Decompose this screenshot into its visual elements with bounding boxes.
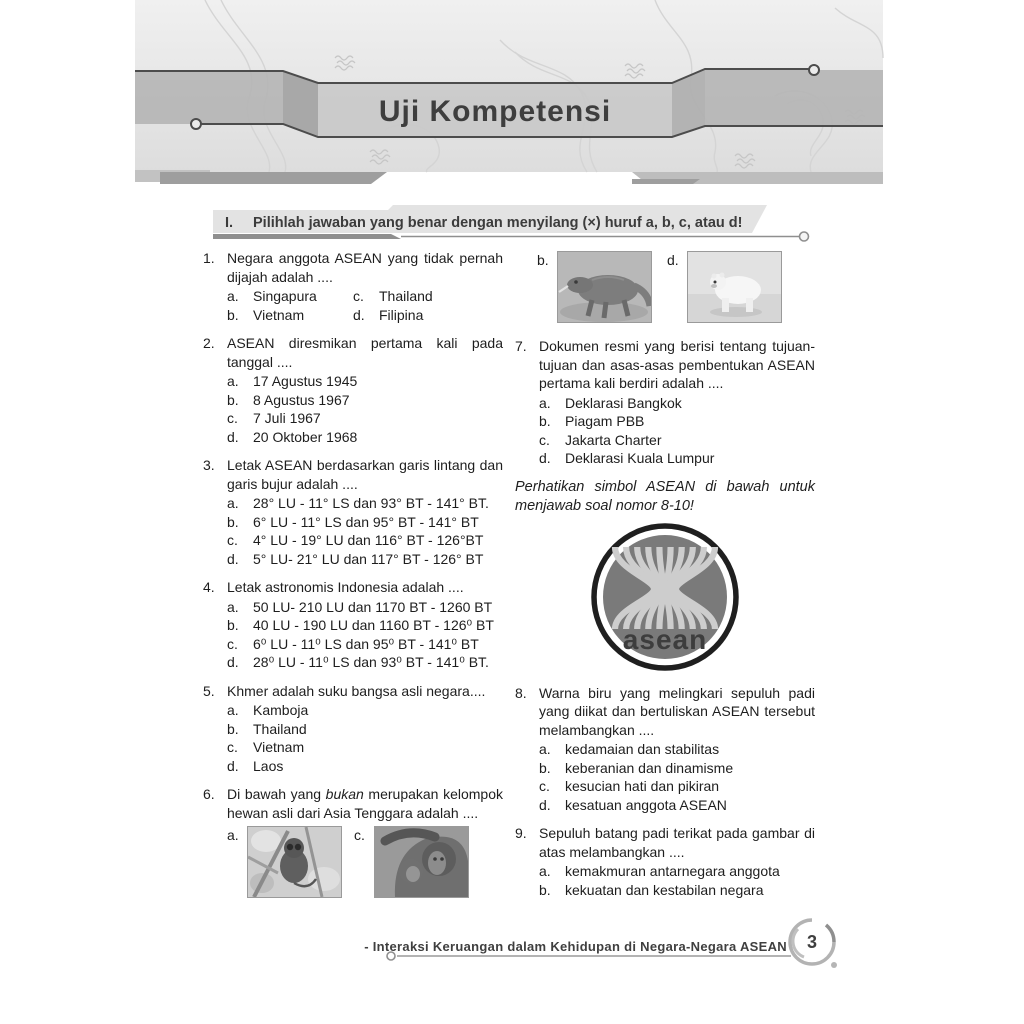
question-text: Letak astronomis Indonesia adalah .... (227, 579, 464, 595)
option-photo (687, 251, 782, 323)
option-label: a. (227, 495, 239, 511)
option (227, 513, 503, 532)
option-text: 7 Juli 1967 (253, 410, 321, 426)
option-text: 28⁰ LU - 11⁰ LS dan 93⁰ BT - 141⁰ BT. (253, 654, 489, 670)
options (227, 494, 503, 568)
option-text: 40 LU - 190 LU dan 1160 BT - 126⁰ BT (253, 617, 494, 633)
question-text: Khmer adalah suku bangsa asli negara.... (227, 682, 486, 699)
question-number: 4. (203, 579, 215, 595)
option-label: d. (539, 450, 551, 466)
option-text: Piagam PBB (565, 413, 645, 429)
option-label: c. (354, 827, 365, 843)
options (227, 701, 503, 775)
question-number: 5. (203, 682, 215, 699)
option (227, 598, 503, 617)
instruction-numeral: I. (225, 215, 234, 231)
option-text: kemakmuran antarnegara anggota (565, 863, 780, 879)
image-option (354, 826, 469, 898)
question (203, 578, 503, 672)
option (227, 757, 503, 776)
options (539, 740, 815, 814)
option (353, 306, 503, 325)
question (515, 337, 815, 468)
option-label: b. (227, 306, 239, 323)
question-body (227, 456, 503, 568)
option-photo (557, 251, 652, 323)
option-label: c. (227, 739, 238, 755)
question-body (227, 785, 503, 898)
text-run: Di bawah yang (227, 786, 326, 802)
question-body (227, 578, 503, 672)
option-text: Deklarasi Kuala Lumpur (565, 450, 715, 466)
option-label: b. (537, 252, 549, 268)
right-column (515, 251, 815, 909)
question (203, 456, 503, 568)
option (227, 391, 503, 410)
options (539, 394, 815, 468)
asean-logo-container (515, 522, 815, 672)
option (539, 881, 815, 900)
question-text: Sepuluh batang padi terikat pada gambar di atas melambangkan .... (539, 825, 815, 860)
header-bottom-strip (135, 170, 883, 184)
option (227, 616, 503, 635)
option-text: Kamboja (253, 702, 309, 718)
option-text: Thailand (379, 288, 433, 304)
connector-dot-left (191, 119, 201, 129)
page-footer (360, 915, 860, 995)
option-text: kesatuan anggota ASEAN (565, 796, 727, 813)
page-number: 3 (806, 932, 818, 952)
question-body (227, 682, 503, 776)
option-label: a. (227, 373, 239, 389)
question-text: Letak ASEAN berdasarkan garis lintang dan garis bujur adalah .... (227, 457, 503, 492)
option-text: Deklarasi Bangkok (565, 394, 682, 411)
option-label: d. (539, 796, 551, 813)
question (203, 334, 503, 446)
footer-chapter-text: Bab 1 - Interaksi Keruangan dalam Kehidupan di Negara-Negara ASEAN (360, 939, 787, 954)
tarsier-photo (247, 826, 342, 898)
option-photo (247, 826, 342, 898)
option-text: Jakarta Charter (565, 431, 662, 448)
question-text: Warna biru yang melingkari sepuluh padi yang diikat dan bertuliskan ASEAN tersebut melambangkan .... (539, 684, 815, 738)
option (227, 428, 503, 447)
option-label: d. (667, 252, 679, 268)
option-text: kedamaian dan stabilitas (565, 741, 720, 757)
question-body (227, 334, 503, 446)
option (539, 431, 815, 450)
option (227, 653, 503, 672)
instruction-bar (205, 198, 820, 246)
question-body (539, 824, 815, 899)
option-label: d. (227, 757, 239, 774)
option (539, 412, 815, 431)
option-label: c. (227, 635, 238, 652)
text-run: merupakan kelompok hewan asli dari Asia Tenggara adalah .... (227, 786, 503, 821)
option (227, 494, 503, 513)
question-number: 1. (203, 250, 215, 266)
image-options-row (515, 251, 815, 323)
option (539, 796, 815, 815)
option-text: Singapura (253, 288, 317, 304)
option-label: d. (227, 550, 239, 567)
option-label: a. (539, 394, 551, 411)
option-label: a. (227, 827, 239, 843)
image-option (227, 826, 342, 898)
option (227, 306, 353, 325)
option (539, 777, 815, 796)
option (539, 759, 815, 778)
polar-bear-photo (687, 251, 782, 323)
question-body (539, 337, 815, 468)
question-text (227, 785, 503, 822)
header-banner-graphic (135, 0, 890, 190)
option-label: d. (227, 428, 239, 445)
option-label: b. (539, 759, 551, 776)
option (227, 372, 503, 391)
question-text: ASEAN diresmikan pertama kali pada tanggal .... (227, 335, 503, 370)
asean-logo (590, 522, 740, 672)
option (539, 862, 815, 881)
option-label: b. (227, 720, 239, 737)
option (539, 394, 815, 413)
image-options-row (227, 826, 503, 898)
footer-graphic (360, 915, 860, 995)
option (227, 720, 503, 739)
options (539, 862, 815, 899)
option-text: kekuatan dan kestabilan negara (565, 881, 764, 898)
connector-dot-right (809, 65, 819, 75)
option-label: b. (539, 413, 551, 429)
question-number: 3. (203, 457, 215, 473)
option-label: d. (227, 654, 239, 670)
connector-dot-instruction (800, 232, 809, 241)
option-label: a. (227, 702, 239, 718)
option-label: c. (539, 431, 550, 448)
option (227, 550, 503, 569)
option-text: 8 Agustus 1967 (253, 391, 350, 408)
image-option (537, 251, 652, 323)
option (227, 531, 503, 550)
instruction-bar-graphic (205, 198, 820, 246)
instruction-text: Pilihlah jawaban yang benar dengan menyilang (×) huruf a, b, c, atau d! (253, 215, 743, 231)
question-number: 2. (203, 335, 215, 351)
question-number: 8. (515, 684, 527, 701)
option-label: b. (227, 513, 239, 530)
option-label: a. (539, 863, 551, 879)
option-label: b. (227, 617, 239, 633)
question-number: 7. (515, 338, 527, 354)
option-text: Vietnam (253, 306, 305, 323)
option-text: 28° LU - 11° LS dan 93° BT - 141° BT. (253, 495, 489, 511)
question-text: Dokumen resmi yang berisi tentang tujuan-tujuan dan asas-asas pembentukan ASEAN pertama kali berdiri adalah .... (539, 338, 815, 391)
option-photo (374, 826, 469, 898)
options (227, 598, 503, 672)
option-text: Laos (253, 757, 284, 774)
option-text: Thailand (253, 720, 307, 737)
option-label: c. (227, 410, 238, 426)
option-label: a. (227, 598, 239, 615)
option-text: 17 Agustus 1945 (253, 373, 358, 389)
option-label: c. (539, 778, 550, 794)
option-label: b. (227, 391, 239, 408)
option (227, 701, 503, 720)
option-label: a. (227, 288, 239, 304)
page-title: Uji Kompetensi (378, 95, 612, 128)
option (227, 287, 353, 306)
asean-logo-text: asean (622, 623, 708, 655)
option-label: c. (353, 288, 364, 304)
option (539, 740, 815, 759)
option (227, 409, 503, 428)
option-label: b. (539, 881, 551, 898)
option-text: 5° LU- 21° LU dan 117° BT - 126° BT (253, 550, 484, 567)
option-label: c. (227, 532, 238, 548)
option-text: 50 LU- 210 LU dan 1170 BT - 1260 BT (253, 598, 493, 615)
option-text: Filipina (379, 306, 424, 323)
option-label: a. (539, 741, 551, 757)
question (515, 824, 815, 899)
option-text: Vietnam (253, 739, 305, 755)
question-text: Negara anggota ASEAN yang tidak pernah dijajah adalah .... (227, 250, 503, 285)
option-text: 4° LU - 19° LU dan 116° BT - 126°BT (253, 532, 484, 548)
note-text: Perhatikan simbol ASEAN di bawah untuk menjawab soal nomor 8-10! (515, 478, 815, 514)
option (539, 449, 815, 468)
option (227, 738, 503, 757)
option (353, 287, 503, 306)
question (515, 684, 815, 815)
italic-text-run: bukan (325, 786, 364, 802)
orangutan-photo (374, 826, 469, 898)
left-column (203, 249, 503, 908)
option-text: 6⁰ LU - 11⁰ LS dan 95⁰ BT - 141⁰ BT (253, 635, 479, 652)
question-number: 6. (203, 786, 215, 802)
option-text: keberanian dan dinamisme (565, 759, 734, 776)
question-number: 9. (515, 825, 527, 841)
option-text: 6° LU - 11° LS dan 95° BT - 141° BT (253, 513, 479, 530)
chapter-header (135, 0, 890, 190)
question-body (227, 249, 503, 324)
question-body (539, 684, 815, 815)
option-label: d. (353, 306, 365, 323)
options (227, 372, 503, 446)
options (227, 287, 503, 324)
option-text: kesucian hati dan pikiran (565, 778, 720, 794)
image-option (667, 251, 782, 323)
option-text: 20 Oktober 1968 (253, 428, 358, 445)
option (227, 635, 503, 654)
question (203, 785, 503, 898)
komodo-dragon-photo (557, 251, 652, 323)
page-number-badge (790, 920, 837, 968)
question (203, 249, 503, 324)
question (203, 682, 503, 776)
